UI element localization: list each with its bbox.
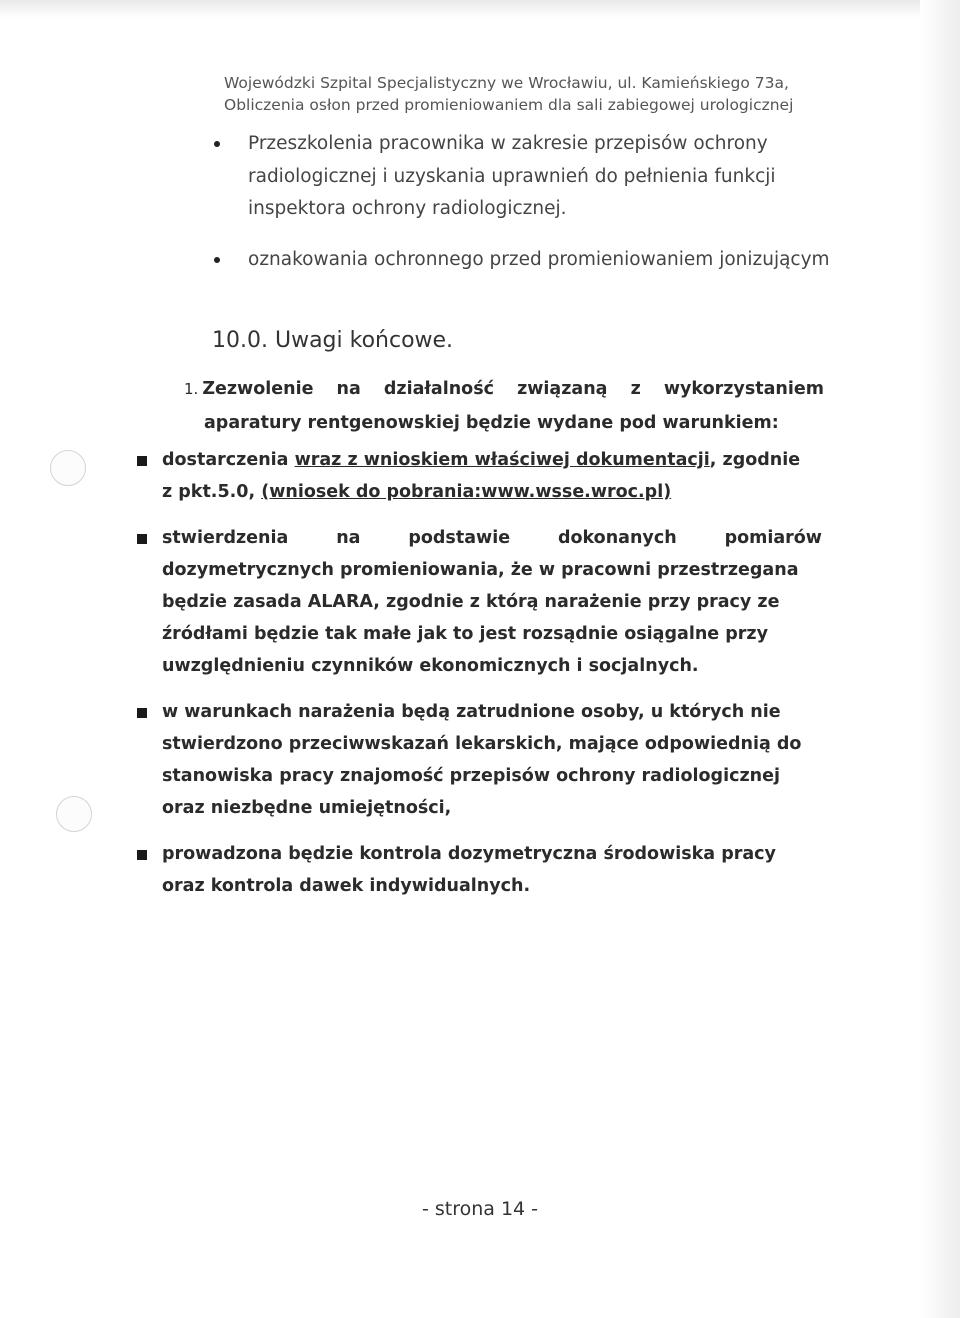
documentation-text-end: , zgodnie <box>709 450 801 470</box>
measurements-line-3: będzie zasada ALARA, zgodnie z którą narażenie przy pracy ze <box>162 592 780 612</box>
square-bullet-icon <box>137 850 147 860</box>
list-item-staff <box>137 696 824 824</box>
punch-hole <box>50 450 86 486</box>
measurements-word: na <box>336 528 361 548</box>
point-1-line-1 <box>184 372 824 406</box>
documentation-ref: z pkt.5.0, <box>162 482 262 502</box>
staff-line-4: oraz niezbędne umiejętności, <box>162 798 452 818</box>
measurements-line-1 <box>162 522 824 554</box>
punch-hole <box>56 796 92 832</box>
page-number: - strona 14 - <box>421 1198 539 1220</box>
list-item-measurements <box>137 522 824 682</box>
document-header <box>224 72 793 116</box>
scan-edge-top <box>0 0 960 18</box>
point-1-word: na <box>336 379 361 399</box>
point-1-word: z <box>630 379 641 399</box>
point-1-word: Zezwolenie <box>202 379 314 399</box>
training-line-2: radiologicznej i uzyskania uprawnień do pełnienia funkcji <box>248 165 776 187</box>
point-1-word: działalność <box>383 379 494 399</box>
header-line-1: Wojewódzki Szpital Specjalistyczny we Wrocławiu, ul. Kamieńskiego 73a, <box>224 74 789 92</box>
bullet-dot-icon <box>214 257 220 263</box>
point-1-word: związaną <box>517 379 608 399</box>
staff-line-2: stwierdzono przeciwwskazań lekarskich, mające odpowiednią do <box>162 734 802 754</box>
documentation-text: dostarczenia <box>162 450 295 470</box>
section-heading: 10.0. Uwagi końcowe. <box>212 328 454 353</box>
measurements-line-5: uwzględnieniu czynników ekonomicznych i socjalnych. <box>162 656 699 676</box>
square-bullet-icon <box>137 708 147 718</box>
application-download-link[interactable]: (wniosek do pobrania:www.wsse.wroc.pl) <box>261 482 672 502</box>
measurements-word: podstawie <box>408 528 511 548</box>
conditions-list <box>137 444 824 916</box>
square-bullet-icon <box>137 534 147 544</box>
staff-line-1: w warunkach narażenia będą zatrudnione osoby, u których nie <box>162 702 781 722</box>
marking-text: oznakowania ochronnego przed promieniowaniem jonizującym <box>248 248 830 270</box>
training-line-3: inspektora ochrony radiologicznej. <box>248 198 567 219</box>
scan-edge-right <box>920 0 960 1318</box>
list-item-training <box>214 128 826 226</box>
list-item-marking <box>214 244 830 276</box>
measurements-line-4: źródłami będzie tak małe jak to jest rozsądnie osiągalne przy <box>162 624 768 644</box>
list-item-dosimetry <box>137 838 824 902</box>
dosimetry-line-1: prowadzona będzie kontrola dozymetryczna środowiska pracy <box>162 844 776 864</box>
numbered-point-1 <box>184 372 824 440</box>
point-1-line-2: aparatury rentgenowskiej będzie wydane pod warunkiem: <box>204 413 779 433</box>
bullet-dot-icon <box>214 141 220 147</box>
training-line-1: Przeszkolenia pracownika w zakresie przepisów ochrony <box>248 133 768 154</box>
training-bullet-list <box>214 128 830 276</box>
staff-line-3: stanowiska pracy znajomość przepisów ochrony radiologicznej <box>162 766 780 786</box>
documentation-link[interactable]: wraz z wnioskiem właściwej dokumentacji <box>294 450 710 470</box>
measurements-word: pomiarów <box>724 528 822 548</box>
list-item-documentation <box>137 444 824 508</box>
documentation-line-1 <box>162 444 824 476</box>
header-line-2: Obliczenia osłon przed promieniowaniem dla sali zabiegowej urologicznej <box>224 96 794 114</box>
square-bullet-icon <box>137 456 147 466</box>
measurements-line-2: dozymetrycznych promieniowania, że w pracowni przestrzegana <box>162 560 799 580</box>
dosimetry-line-2: oraz kontrola dawek indywidualnych. <box>162 876 531 896</box>
documentation-line-2 <box>162 476 824 508</box>
measurements-word: dokonanych <box>557 528 677 548</box>
point-number: 1. <box>184 380 199 398</box>
point-1-word: wykorzystaniem <box>663 379 824 399</box>
measurements-word: stwierdzenia <box>162 528 289 548</box>
